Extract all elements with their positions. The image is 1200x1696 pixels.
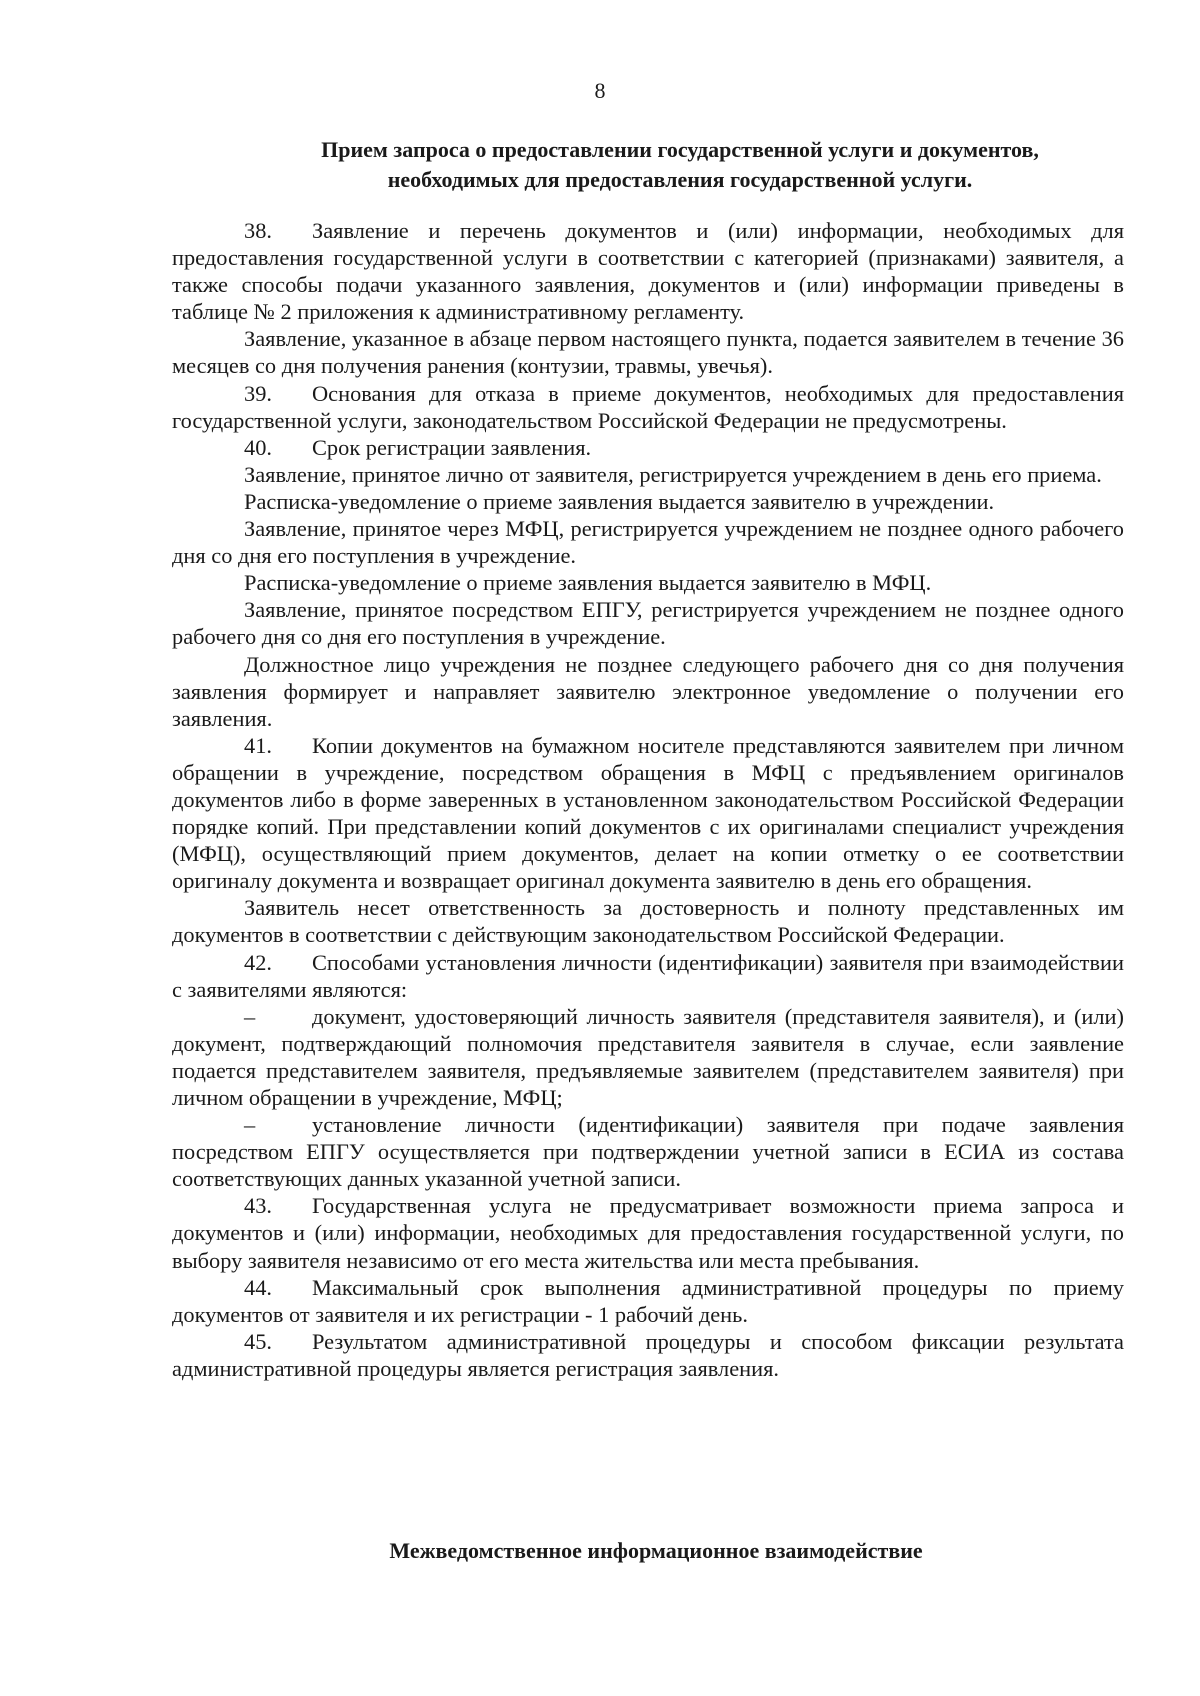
next-section-heading: Межведомственное информационное взаимодействие — [389, 1538, 923, 1563]
paragraph — [172, 569, 1124, 596]
paragraph-number: 40. — [244, 434, 272, 460]
paragraph-text: документ, удостоверяющий личность заявителя (представителя заявителя), и (или) документ, подтверждающий полномочия представителя заявителя в случае, если заявление подается представителем заявителя, предъявляемые заявителем (представителем заявителя) при личном обращении в учреждение, МФЦ; — [172, 1003, 1124, 1110]
paragraph-text: Заявитель несет ответственность за достоверность и полноту представленных им документов в соответствии с действующим законодательством Российской Федерации. — [172, 895, 1124, 948]
paragraph-text: Расписка-уведомление о приеме заявления выдается заявителю в МФЦ. — [244, 570, 932, 596]
paragraph — [172, 380, 1124, 434]
paragraph — [172, 434, 1124, 461]
paragraph-text: установление личности (идентификации) заявителя при подаче заявления посредством ЕПГУ осуществляется при подтверждении учетной записи в ЕСИА из состава соответствующих данных указанной учетной записи. — [172, 1112, 1124, 1192]
paragraph-number: 39. — [244, 380, 272, 406]
paragraph-text: Заявление, принятое через МФЦ, регистрируется учреждением не позднее одного рабочего дня со дня его поступления в учреждение. — [172, 516, 1124, 569]
paragraph-text: Должностное лицо учреждения не позднее следующего рабочего дня со дня получения заявления формирует и направляет заявителю электронное уведомление о получении его заявления. — [172, 651, 1124, 731]
paragraph — [172, 1003, 1124, 1111]
paragraph — [172, 1328, 1124, 1382]
paragraph-text: Заявление, принятое лично от заявителя, регистрируется учреждением в день его приема. — [244, 461, 1102, 487]
paragraph-number: 42. — [244, 949, 272, 975]
paragraph-text: Заявление, принятое посредством ЕПГУ, регистрируется учреждением не позднее одного рабочего дня со дня его поступления в учреждение. — [172, 597, 1124, 650]
list-dash: – — [244, 1003, 256, 1029]
paragraph — [172, 651, 1124, 732]
paragraph-text: Копии документов на бумажном носителе представляются заявителем при личном обращении в учреждение, посредством обращения в МФЦ с предъявлением оригиналов документов либо в форме заверенных в установленном законодательством Российской Федерации порядке копий. При представлении копий документов с их оригиналами специалист учреждения (МФЦ), осуществляющий прием документов, делает на копии отметку о ее соответствии оригиналу документа и возвращает оригинал документа заявителю в день его обращения. — [172, 732, 1124, 894]
paragraph-text: Заявление, указанное в абзаце первом настоящего пункта, подается заявителем в течение 36 месяцев со дня получения ранения (контузии, травмы, увечья). — [172, 326, 1124, 379]
page-number: 8 — [594, 78, 606, 103]
paragraph-text: Срок регистрации заявления. — [312, 434, 592, 460]
paragraph — [172, 515, 1124, 569]
paragraph-number: 38. — [244, 218, 272, 243]
paragraph-number: 41. — [244, 732, 272, 758]
paragraph — [172, 596, 1124, 650]
paragraph — [172, 217, 1124, 325]
section-heading-line-1: Прием запроса о предоставлении государственной услуги и документов, — [321, 137, 1039, 162]
paragraph — [172, 1111, 1124, 1192]
paragraph — [172, 1192, 1124, 1273]
document-body — [172, 217, 1124, 1382]
paragraph — [172, 894, 1124, 948]
section-heading-line-2: необходимых для предоставления государственной услуги. — [387, 167, 973, 192]
section-heading — [240, 135, 1120, 195]
paragraph-number: 45. — [244, 1328, 272, 1354]
paragraph-text: Расписка-уведомление о приеме заявления выдается заявителю в учреждении. — [244, 488, 995, 514]
paragraph-number: 44. — [244, 1274, 272, 1300]
paragraph-text: Государственная услуга не предусматривает возможности приема запроса и документов и (или) информации, необходимых для предоставления государственной услуги, по выбору заявителя независимо от его места жительства или места пребывания. — [172, 1193, 1124, 1273]
paragraph-text: Результатом административной процедуры и способом фиксации результата административной процедуры является регистрация заявления. — [172, 1328, 1124, 1381]
paragraph-text: Максимальный срок выполнения административной процедуры по приему документов от заявителя и их регистрации - 1 рабочий день. — [172, 1274, 1124, 1327]
paragraph-text: Способами установления личности (идентификации) заявителя при взаимодействии с заявителями являются: — [172, 949, 1124, 1002]
paragraph — [172, 1274, 1124, 1328]
paragraph — [172, 949, 1124, 1003]
paragraph — [172, 488, 1124, 515]
paragraph-text: Основания для отказа в приеме документов, необходимых для предоставления государственной услуги, законодательством Российской Федерации не предусмотрены. — [172, 380, 1124, 433]
paragraph — [172, 325, 1124, 379]
paragraph-number: 43. — [244, 1193, 272, 1219]
paragraph — [172, 461, 1124, 488]
paragraph — [172, 732, 1124, 895]
paragraph-text: Заявление и перечень документов и (или) информации, необходимых для предоставления государственной услуги в соответствии с категорией (признаками) заявителя, а также способы подачи указанного заявления, документов и (или) информации приведены в таблице № 2 приложения к административному регламенту. — [172, 218, 1124, 325]
list-dash: – — [244, 1112, 256, 1138]
